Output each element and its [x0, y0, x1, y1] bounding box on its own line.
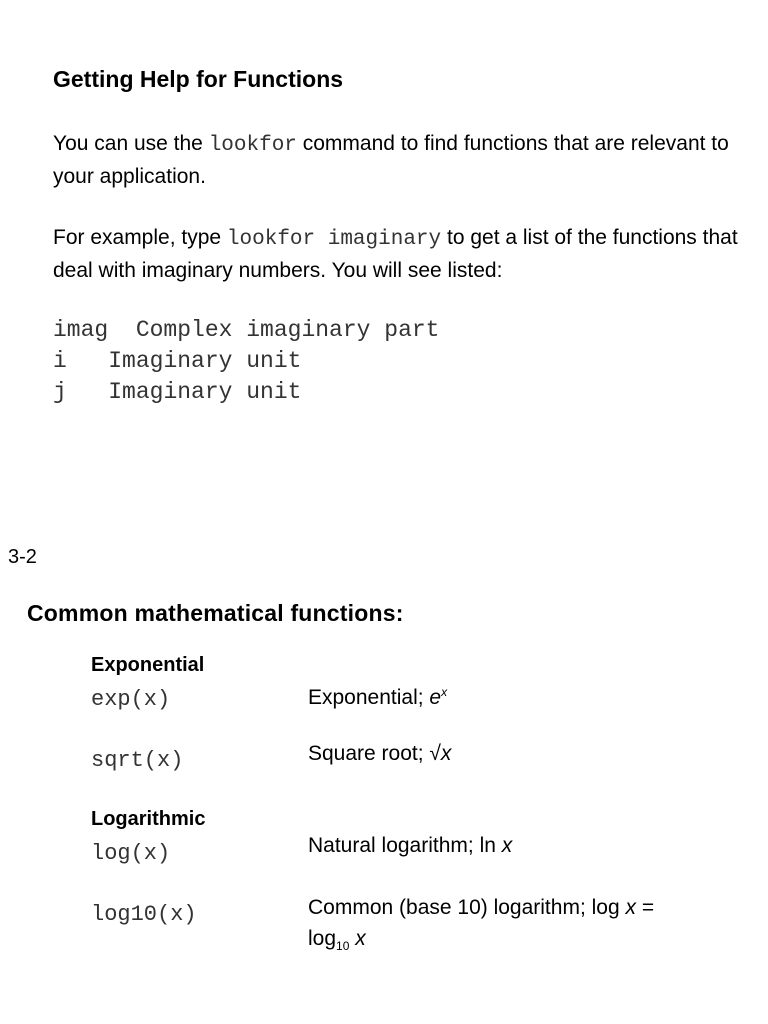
lookfor-intro-paragraph: [53, 128, 753, 192]
function-code-sqrt: sqrt(x): [91, 748, 184, 773]
desc-math: x: [501, 834, 513, 857]
lookfor-example-paragraph: [53, 222, 753, 286]
desc-equals: = log: [308, 896, 655, 950]
listing-line: [53, 377, 439, 408]
desc-text: Exponential;: [308, 686, 430, 709]
desc-subscript: 10: [336, 939, 350, 954]
function-desc-log10: [308, 892, 668, 962]
function-desc-log: [308, 830, 728, 861]
page-title: Getting Help for Functions: [53, 66, 344, 92]
paragraph-text: For example, type: [53, 226, 227, 249]
desc-superscript: x: [441, 685, 448, 699]
listing-line: [53, 346, 439, 377]
function-code-log: log(x): [91, 841, 171, 866]
listing-description: Complex imaginary part: [135, 317, 440, 343]
paragraph-text: You can use the: [53, 132, 209, 155]
listing-function-name: j: [53, 379, 67, 405]
slide-number: 3-2: [8, 546, 37, 568]
listing-description: Imaginary unit: [108, 379, 302, 405]
lookfor-output-listing: [53, 315, 439, 408]
listing-function-name: imag: [53, 317, 109, 343]
function-desc-sqrt: [308, 738, 728, 769]
desc-math: x: [625, 896, 636, 919]
desc-text: Square root;: [308, 742, 430, 765]
desc-text: Common (base 10) logarithm; log: [308, 896, 626, 919]
inline-code: lookfor: [208, 134, 297, 157]
listing-description: Imaginary unit: [108, 348, 302, 374]
listing-function-name: i: [53, 348, 67, 374]
listing-separator: [67, 348, 108, 374]
section-heading: Common mathematical functions:: [27, 600, 404, 626]
function-desc-exp: [308, 677, 728, 713]
paragraph-text: command to find functions that are relevant to your application.: [53, 132, 729, 188]
group-label-logarithmic: Logarithmic: [91, 808, 206, 830]
function-code-exp: exp(x): [91, 687, 171, 712]
desc-math: e: [429, 686, 442, 709]
listing-line: [53, 315, 439, 346]
desc-math: √x: [429, 742, 452, 765]
paragraph-text: to get a list of the functions that deal with imaginary numbers. You will see listed:: [53, 226, 738, 282]
desc-text: Natural logarithm; ln: [308, 834, 502, 857]
listing-separator: [108, 317, 136, 343]
function-code-log10: log10(x): [91, 902, 197, 927]
desc-math: x: [355, 927, 366, 950]
listing-separator: [67, 379, 108, 405]
group-label-exponential: Exponential: [91, 654, 205, 676]
inline-code: lookfor imaginary: [226, 228, 442, 251]
